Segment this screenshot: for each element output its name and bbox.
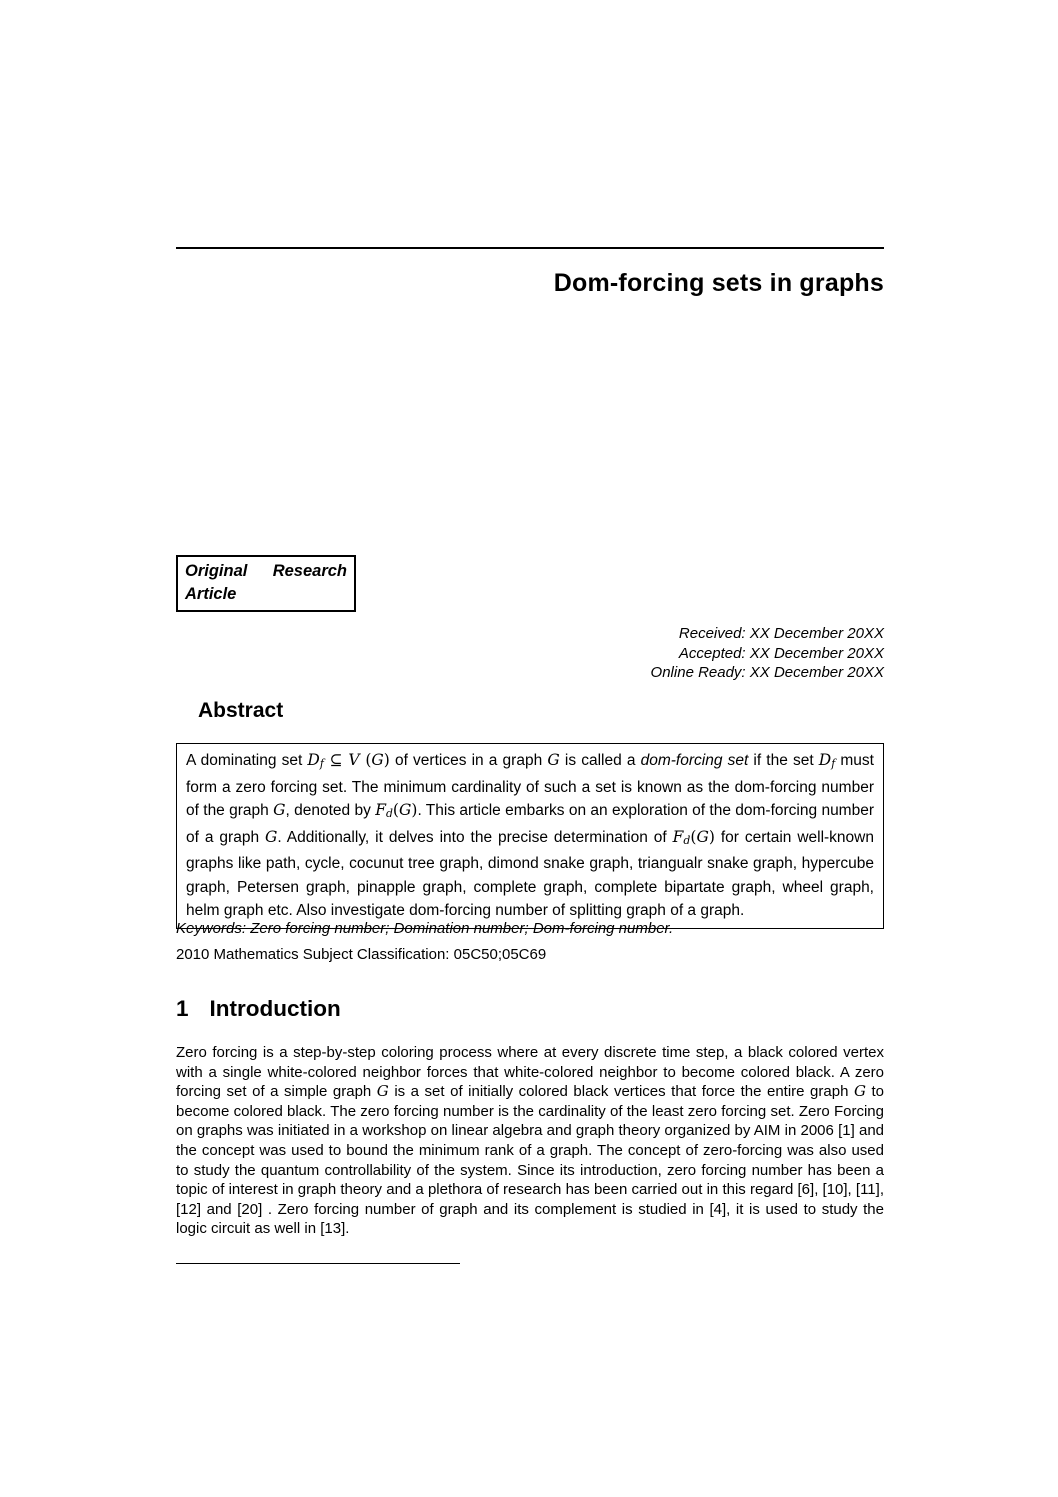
math-segment: d bbox=[385, 807, 393, 821]
text-segment: is a set of initially colored black vertices that force the entire graph bbox=[388, 1083, 854, 1101]
math-segment: ⊆ bbox=[323, 751, 349, 769]
introduction-paragraph bbox=[176, 1043, 884, 1239]
text-segment: dom-forcing set bbox=[640, 752, 749, 769]
math-segment: ( bbox=[690, 827, 697, 846]
keywords-line: Keywords: Zero forcing number; Domination number; Dom-forcing number. bbox=[176, 920, 674, 937]
math-segment: D bbox=[307, 751, 320, 769]
date-received: Received: XX December 20XX bbox=[678, 625, 884, 642]
math-segment: F bbox=[672, 827, 684, 846]
math-segment: ) bbox=[708, 827, 715, 846]
text-segment: for certain well-known graphs like path, cycle, cocunut tree graph, dimond snake graph, triangualr snake graph, hypercube graph, Petersen graph, pinapple graph, complete graph, complete bipartate graph, wheel graph, helm graph etc. Also investigate dom-forcing number of splitting graph of a graph. bbox=[186, 828, 874, 919]
section-number: 1 bbox=[176, 996, 189, 1021]
math-segment: D bbox=[818, 751, 832, 769]
math-segment: f bbox=[319, 757, 324, 771]
math-segment: G bbox=[376, 1082, 389, 1101]
math-segment: ( bbox=[359, 751, 372, 769]
msc-line: 2010 Mathematics Subject Classification: 05C50;05C69 bbox=[176, 946, 547, 963]
math-segment: G bbox=[273, 800, 286, 819]
abstract-text bbox=[186, 749, 874, 922]
math-segment: ( bbox=[392, 800, 399, 819]
footnote-rule bbox=[176, 1263, 460, 1264]
math-segment: ) bbox=[411, 800, 418, 819]
math-segment: G bbox=[371, 751, 384, 769]
math-segment: F bbox=[375, 800, 386, 819]
math-segment: G bbox=[547, 751, 560, 769]
date-online-ready: Online Ready: XX December 20XX bbox=[650, 664, 884, 682]
text-segment: A dominating set bbox=[186, 752, 308, 769]
math-segment: V bbox=[348, 751, 360, 769]
text-segment: Zero forcing is a step-by-step coloring process where at every discrete time step, a black colored vertex with a single white-colored neighbor forces that white-colored neighbor to become colored black. A zero forcing set of a simple graph bbox=[176, 1044, 884, 1101]
math-segment: G bbox=[398, 800, 412, 819]
abstract-heading: Abstract bbox=[198, 699, 284, 722]
publication-dates bbox=[176, 624, 884, 683]
paper-title: Dom-forcing sets in graphs bbox=[553, 269, 884, 297]
text-segment: if the set bbox=[748, 752, 819, 769]
math-segment: f bbox=[831, 757, 836, 771]
math-segment: G bbox=[696, 827, 709, 846]
text-segment: . Additionally, it delves into the precise determination of bbox=[277, 828, 673, 846]
text-segment: is called a bbox=[559, 752, 641, 769]
text-segment: must form a zero forcing set. The minimum cardinality of such a set is known as the dom-forcing number of the graph bbox=[186, 752, 874, 819]
text-segment: to become colored black. The zero forcing number is the cardinality of the least zero forcing set. Zero Forcing on graphs was initiated in a workshop on linear algebra and graph theory organized by AIM in 2006 [1] and the concept was used to bound the minimum rank of a graph. The concept of zero-forcing was also used to study the quantum controllability of the system. Since its introduction, zero forcing number has been a topic of interest in graph theory and a plethora of research has been carried out in this regard [6], [10], [11], [12] and [20] . Zero forcing number of graph and its complement is studied in [4], it is used to study the logic circuit as well in [13]. bbox=[176, 1083, 884, 1238]
text-segment: , denoted by bbox=[285, 801, 376, 819]
date-accepted: Accepted: XX December 20XX bbox=[678, 644, 884, 662]
math-segment: G bbox=[265, 827, 278, 846]
article-type-badge: Original Research Article bbox=[176, 555, 356, 612]
math-segment: G bbox=[853, 1082, 866, 1101]
math-segment: d bbox=[683, 833, 691, 847]
header-rule bbox=[176, 247, 884, 249]
abstract-box bbox=[176, 743, 884, 929]
section-title: Introduction bbox=[209, 996, 341, 1021]
section-heading bbox=[176, 996, 884, 1022]
text-segment: . This article embarks on an exploration of the dom-forcing number of a graph bbox=[186, 801, 874, 846]
math-segment: ) bbox=[383, 751, 390, 769]
text-segment: of vertices in a graph bbox=[389, 752, 548, 769]
